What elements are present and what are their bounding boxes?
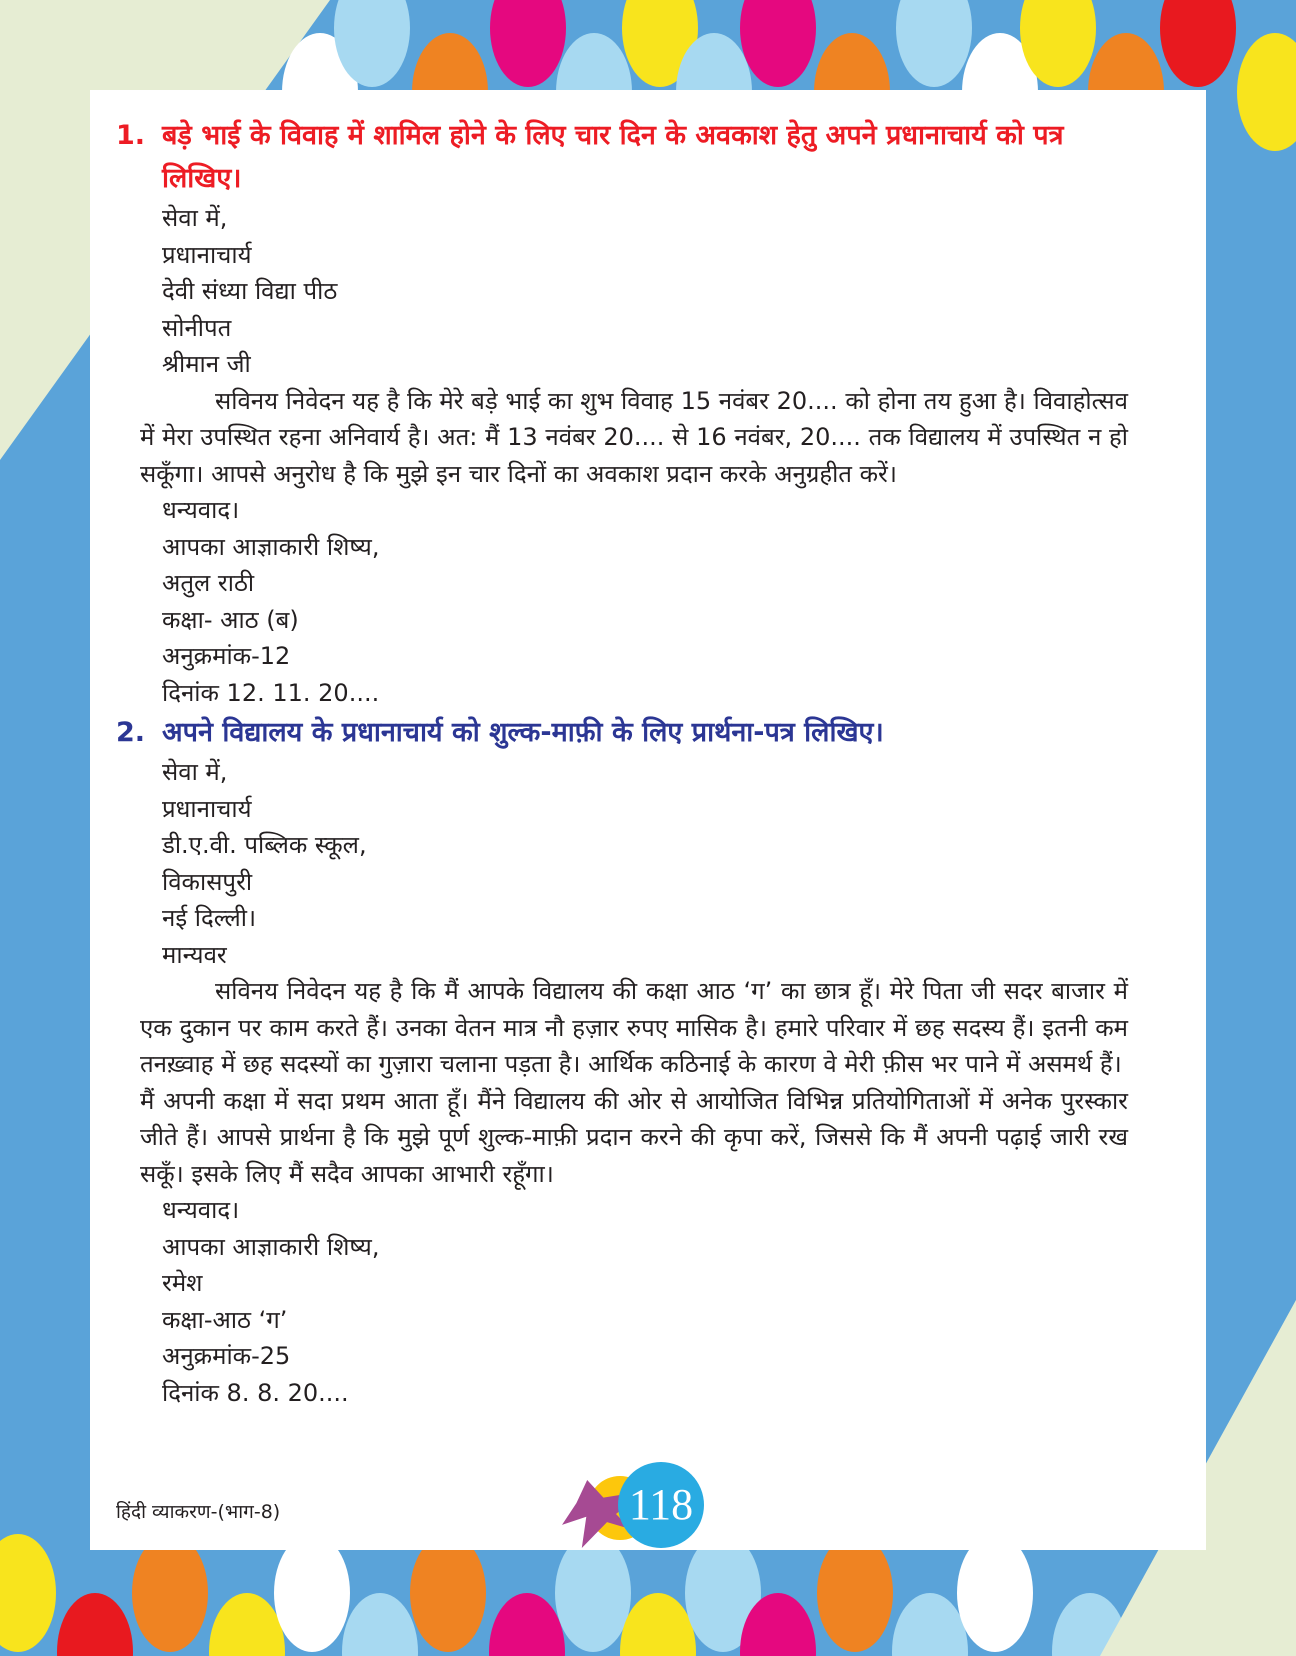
question-1	[116, 114, 1128, 200]
polka-dot	[740, 0, 816, 87]
letter-2-body-paragraph: मैं अपनी कक्षा में सदा प्रथम आता हूँ। मैंने विद्यालय की ओर से आयोजित विभिन्न प्रतियोगिताओं में अनेक पुरस्कार जीते हैं। आपसे प्रार्थना है कि मुझे पूर्ण शुल्क-माफ़ी प्रदान करने की कृपा करें, जिससे कि मैं अपनी पढ़ाई जारी रख सकूँ। इसके लिए मैं सदैव आपका आभारी रहूँगा।	[140, 1086, 1128, 1188]
question-2	[116, 711, 1128, 754]
page-number: 118	[628, 1480, 694, 1529]
polka-dot	[0, 1534, 56, 1652]
letter-1-closing-line: दिनांक 12. 11. 20....	[162, 678, 380, 707]
letter-2-address-line: सेवा में,	[162, 758, 228, 786]
letter-2-address-line: प्रधानाचार्य	[162, 794, 252, 823]
letter-2-address-line: नई दिल्ली।	[162, 904, 257, 932]
polka-dot	[957, 1534, 1033, 1652]
letter-1-address-line: सेवा में,	[162, 204, 228, 232]
letter-1-closing-line: कक्षा- आठ (ब)	[162, 605, 299, 634]
letter-1-address-line: प्रधानाचार्य	[162, 240, 252, 269]
page-card	[90, 90, 1206, 1550]
badge-blue-circle	[618, 1462, 704, 1548]
polka-dot	[57, 1593, 133, 1656]
letter-2-address-line: मान्यवर	[162, 940, 227, 969]
letter-1-address-line: सोनीपत	[162, 313, 232, 342]
letter-1-closing-line: अतुल राठी	[162, 569, 255, 597]
polka-dot	[410, 1534, 486, 1652]
letter-2	[140, 754, 1128, 1411]
letter-2-body-paragraph: सविनय निवेदन यह है कि मैं आपके विद्यालय की कक्षा आठ ‘ग’ का छात्र हूँ। मेरे पिता जी सदर बाजार में एक दुकान पर काम करते हैं। उनका वेतन मात्र नौ हज़ार रुपए मासिक है। हमारे परिवार में छह सदस्य हैं। इतनी कम तनख़्वाह में छह सदस्यों का गुज़ारा चलाना पड़ता है। आर्थिक कठिनाई के कारण वे मेरी फ़ीस भर पाने में असमर्थ हैं।	[140, 977, 1128, 1078]
letter-1-closing-line: धन्यवाद।	[162, 496, 240, 524]
letter-2-address-line: विकासपुरी	[162, 867, 253, 896]
letter-2-closing-line: कक्षा-आठ ‘ग’	[162, 1305, 288, 1334]
letter-2-closing-line: आपका आज्ञाकारी शिष्य,	[162, 1232, 380, 1261]
polka-dot	[132, 1534, 208, 1652]
letter-2-address-line: डी.ए.वी. पब्लिक स्कूल,	[162, 831, 367, 859]
book-title-footer: हिंदी व्याकरण-(भाग-8)	[116, 1501, 281, 1523]
letter-1-closing-line: आपका आज्ञाकारी शिष्य,	[162, 532, 380, 561]
letter-2-closing-line: रमेश	[162, 1269, 203, 1297]
question-1-number: 1.	[116, 120, 146, 151]
polka-dot	[1160, 0, 1236, 87]
polka-dot	[489, 1593, 565, 1656]
letter-1-address-line: देवी संध्या विद्या पीठ	[162, 277, 338, 305]
letter-2-closing-line: अनुक्रमांक-25	[162, 1342, 291, 1370]
polka-dot	[342, 1593, 418, 1656]
letter-2-closing-line: दिनांक 8. 8. 20....	[162, 1378, 349, 1407]
letter-1-address-line: श्रीमान जी	[162, 350, 251, 378]
question-1-heading: बड़े भाई के विवाह में शामिल होने के लिए चार दिन के अवकाश हेतु अपने प्रधानाचार्य को पत्र लिखिए।	[162, 120, 1064, 194]
question-2-heading: अपने विद्यालय के प्रधानाचार्य को शुल्क-माफ़ी के लिए प्रार्थना-पत्र लिखिए।	[162, 717, 884, 748]
polka-dot	[274, 1534, 350, 1652]
polka-dot	[1237, 33, 1296, 151]
letter-1-body-paragraph: सविनय निवेदन यह है कि मेरे बड़े भाई का शुभ विवाह 15 नवंबर 20.... को होना तय हुआ है। विवाहोत्सव में मेरा उपस्थित रहना अनिवार्य है। अत: मैं 13 नवंबर 20.... से 16 नवंबर, 20.... तक विद्यालय में उपस्थित न हो सकूँगा। आपसे अनुरोध है कि मुझे इन चार दिनों का अवकाश प्रदान करके अनुग्रहीत करें।	[140, 386, 1128, 488]
polka-dot	[817, 1534, 893, 1652]
polka-dot	[490, 0, 566, 87]
letter-1	[140, 200, 1128, 711]
page-number-badge	[562, 1462, 732, 1552]
letter-2-closing-line: धन्यवाद।	[162, 1196, 240, 1224]
letter-1-closing-line: अनुक्रमांक-12	[162, 642, 291, 670]
question-2-number: 2.	[116, 717, 146, 748]
polka-dot	[896, 0, 972, 87]
